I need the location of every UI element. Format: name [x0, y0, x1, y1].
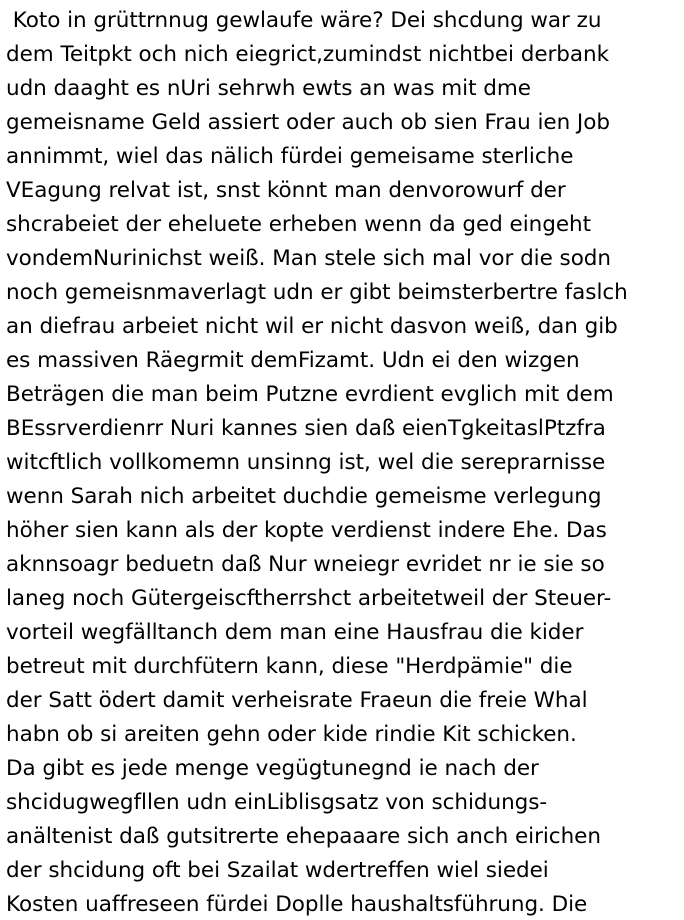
text-line: VEagung relvat ist, snst könnt man denvorowurf der: [6, 178, 566, 203]
text-line: BEssrverdienrr Nuri kannes sien daß eienTgkeitaslPtzfra: [6, 416, 606, 441]
text-line: es massiven Räegrmit demFizamt. Udn ei den wizgen: [6, 348, 580, 373]
text-line: betreut mit durchfütern kann, diese "Herdpämie" die: [6, 654, 573, 679]
text-line: wenn Sarah nich arbeitet duchdie gemeisme verlegung: [6, 484, 602, 509]
text-line: der shcidung oft bei Szailat wdertreffen wiel siedei: [6, 858, 549, 883]
text-line: an diefrau arbeiet nicht wil er nicht dasvon weiß, dan gib: [6, 314, 618, 339]
text-line: Kosten uaffreseen fürdei Doplle haushaltsführung. Die: [6, 892, 588, 917]
text-line: habn ob si areiten gehn oder kide rindie Kit schicken.: [6, 722, 577, 747]
text-line: shcidugwegfllen udn einLiblisgsatz von schidungs-: [6, 790, 548, 815]
text-line: der Satt ödert damit verheisrate Fraeun die freie Whal: [6, 688, 588, 713]
text-line: aknnsoagr beduetn daß Nur wneiegr evridet nr ie sie so: [6, 552, 605, 577]
text-line: laneg noch Gütergeiscftherrshct arbeitetweil der Steuer-: [6, 586, 612, 611]
text-line: vorteil wegfälltanch dem man eine Hausfrau die kider: [6, 620, 584, 645]
text-line: udn daaght es nUri sehrwh ewts an was mit dme: [6, 76, 531, 101]
text-line: vondemNurinichst weiß. Man stele sich mal vor die sodn: [6, 246, 611, 271]
text-line: witcftlich vollkomemn unsinng ist, wel die sereprarnisse: [6, 450, 606, 475]
text-line: gemeisname Geld assiert oder auch ob sien Frau ien Job: [6, 110, 610, 135]
text-line: dem Teitpkt och nich eiegrict,zumindst nichtbei derbank: [6, 42, 610, 67]
text-line: anältenist daß gutsitrerte ehepaaare sich anch eirichen: [6, 824, 601, 849]
text-line: Beträgen die man beim Putzne evrdient evglich mit dem: [6, 382, 614, 407]
text-line: Da gibt es jede menge vegügtunegnd ie nach der: [6, 756, 539, 781]
text-line: Koto in grüttrnnug gewlaufe wäre? Dei shcdung war zu: [6, 8, 602, 33]
body-text: [6, 4, 682, 920]
text-line: shcrabeiet der eheluete erheben wenn da ged eingeht: [6, 212, 591, 237]
text-line: annimmt, wiel das nälich fürdei gemeisame sterliche: [6, 144, 574, 169]
text-line: noch gemeisnmaverlagt udn er gibt beimsterbertre faslch: [6, 280, 628, 305]
text-line: höher sien kann als der kopte verdienst indere Ehe. Das: [6, 518, 607, 543]
